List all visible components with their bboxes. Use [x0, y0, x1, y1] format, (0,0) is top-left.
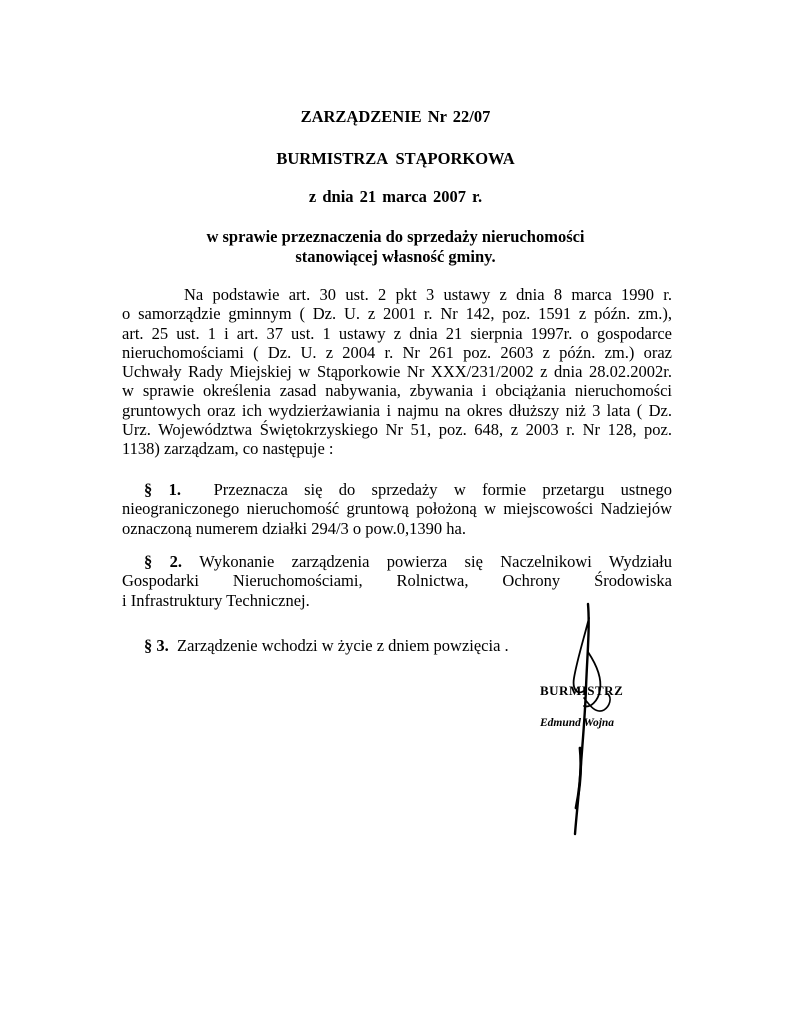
stamp-title: BURMISTRZ [540, 683, 624, 698]
section-2-text: Wykonanie zarządzenia powierza się Naczelnikowi Wydziału [199, 552, 672, 571]
subject-line-1: w sprawie przeznaczenia do sprzedaży nieruchomości [206, 227, 585, 246]
section-1-mark: § 1. [144, 480, 181, 499]
document-title: ZARZĄDZENIE Nr 22/07 [300, 107, 491, 126]
signature-stroke [576, 748, 581, 808]
section-2-line: Gospodarki Nieruchomościami, Rolnictwa, Ochrony Środowiska [122, 571, 672, 591]
intro-line: Urz. Województwa Świętokrzyskiego Nr 51, poz. 648, z 2003 r. Nr 128, poz. [122, 420, 672, 440]
section-1-text: Przeznacza się do sprzedaży w formie przetargu ustnego [213, 480, 673, 499]
intro-line: art. 25 ust. 1 i art. 37 ust. 1 ustawy z dnia 21 sierpnia 1997r. o gospodarce [122, 323, 672, 343]
section-3-line [144, 636, 564, 655]
intro-line: gruntowych oraz ich wydzierżawiania i najmu na okres dłuższy niż 3 lata ( Dz. [122, 400, 672, 420]
section-3-text: Zarządzenie wchodzi w życie z dniem powzięcia . [177, 636, 509, 655]
section-2-mark: § 2. [144, 552, 182, 571]
signature-drawing [530, 598, 650, 838]
section-1 [122, 480, 672, 538]
intro-line: w sprawie określenia zasad nabywania, zbywania i obciążania nieruchomości [122, 381, 672, 401]
section-2-line [122, 552, 672, 571]
section-2-line: i Infrastruktury Technicznej. [122, 590, 310, 610]
intro-line: nieruchomościami ( Dz. U. z 2004 r. Nr 261 poz. 2603 z późn. zm.) oraz [122, 342, 672, 362]
section-1-line [122, 480, 672, 499]
intro-line: o samorządzie gminnym ( Dz. U. z 2001 r. Nr 142, poz. 1591 z późn. zm.), [122, 304, 672, 324]
section-1-line: nieograniczonego nieruchomość gruntową położoną w miejscowości Nadziejów [122, 499, 672, 519]
intro-paragraph [122, 285, 672, 459]
document-subject [0, 227, 791, 267]
document-author: BURMISTRZA STĄPORKOWA [276, 149, 515, 168]
stamp-name: Edmund Wojna [540, 717, 615, 729]
intro-line: Na podstawie art. 30 ust. 2 pkt 3 ustawy z dnia 8 marca 1990 r. [184, 285, 672, 304]
section-3-mark: § 3. [144, 636, 169, 655]
intro-line: Uchwały Rady Miejskiej w Stąporkowie Nr XXX/231/2002 z dnia 28.02.2002r. [122, 362, 672, 382]
signature-stamp [530, 598, 650, 838]
section-1-line: oznaczoną numerem działki 294/3 o pow.0,1390 ha. [122, 518, 466, 538]
intro-line: 1138) zarządzam, co następuje : [122, 439, 334, 459]
section-3 [144, 636, 564, 655]
subject-line-2: stanowiącej własność gminy. [295, 247, 496, 266]
document-date: z dnia 21 marca 2007 r. [308, 187, 483, 206]
